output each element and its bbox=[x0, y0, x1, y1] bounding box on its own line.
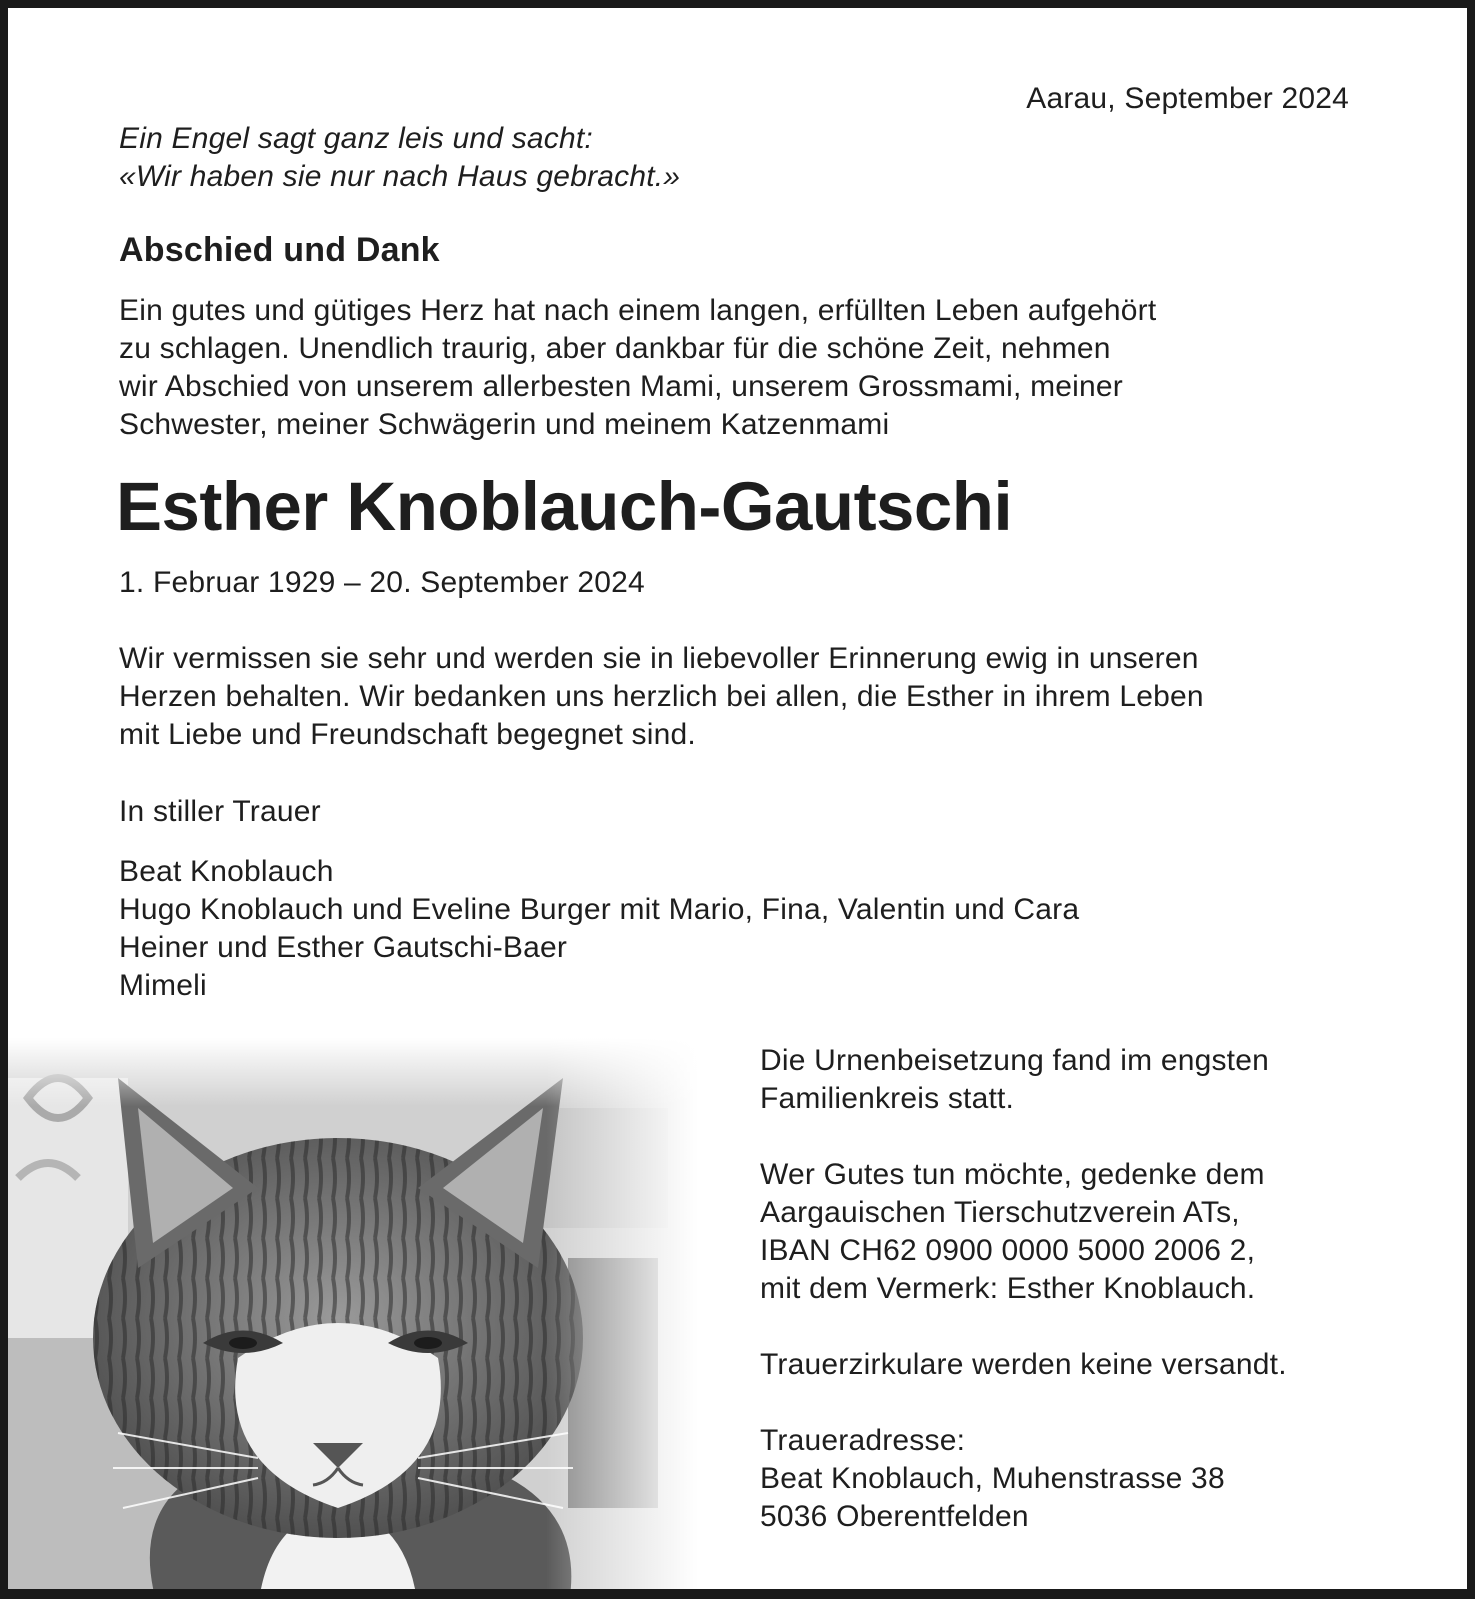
donation-note-line: Aargauischen Tierschutzverein ATs, bbox=[760, 1196, 1240, 1229]
donation-iban: IBAN CH62 0900 0000 5000 2006 2, bbox=[760, 1234, 1256, 1267]
intro-line: zu schlagen. Unendlich traurig, aber dankbar für die schöne Zeit, nehmen bbox=[119, 332, 1111, 365]
burial-note-line: Die Urnenbeisetzung fand im engsten bbox=[760, 1044, 1269, 1077]
spacer bbox=[760, 1118, 1287, 1156]
motto-line: Ein Engel sagt ganz leis und sacht: bbox=[119, 122, 593, 155]
circulars-note: Trauerzirkulare werden keine versandt. bbox=[760, 1348, 1287, 1381]
mourning-label: In stiller Trauer bbox=[119, 795, 321, 828]
intro-paragraph bbox=[119, 292, 1156, 444]
mourner: Mimeli bbox=[119, 969, 207, 1002]
deceased-name: Esther Knoblauch-Gautschi bbox=[116, 468, 1013, 545]
intro-line: Schwester, meiner Schwägerin und meinem Katzenmami bbox=[119, 408, 890, 441]
donation-note-line: Wer Gutes tun möchte, gedenke dem bbox=[760, 1158, 1265, 1191]
address-line: Beat Knoblauch, Muhenstrasse 38 bbox=[760, 1462, 1225, 1495]
cat-photo-icon bbox=[8, 1038, 698, 1599]
remembrance-paragraph bbox=[119, 640, 1204, 754]
remembrance-line: Herzen behalten. Wir bedanken uns herzlich bei allen, die Esther in ihrem Leben bbox=[119, 680, 1204, 713]
life-dates: 1. Februar 1929 – 20. September 2024 bbox=[119, 566, 645, 599]
cat-photo bbox=[8, 1038, 698, 1599]
spacer bbox=[760, 1384, 1287, 1422]
remembrance-line: Wir vermissen sie sehr und werden sie in liebevoller Erinnerung ewig in unseren bbox=[119, 642, 1199, 675]
motto-line: «Wir haben sie nur nach Haus gebracht.» bbox=[119, 160, 681, 193]
notes-column bbox=[760, 1042, 1287, 1536]
mourners-list bbox=[119, 853, 1079, 1005]
spacer bbox=[760, 1308, 1287, 1346]
mourner: Heiner und Esther Gautschi-Baer bbox=[119, 931, 568, 964]
mourner: Beat Knoblauch bbox=[119, 855, 334, 888]
donation-note-line: mit dem Vermerk: Esther Knoblauch. bbox=[760, 1272, 1256, 1305]
burial-note-line: Familienkreis statt. bbox=[760, 1082, 1015, 1115]
notice-heading: Abschied und Dank bbox=[119, 231, 440, 269]
mourner: Hugo Knoblauch und Eveline Burger mit Mario, Fina, Valentin und Cara bbox=[119, 893, 1080, 926]
motto-poem bbox=[119, 120, 680, 196]
remembrance-line: mit Liebe und Freundschaft begegnet sind. bbox=[119, 718, 696, 751]
address-label: Traueradresse: bbox=[760, 1424, 966, 1457]
place-date: Aarau, September 2024 bbox=[1026, 82, 1349, 115]
address-line: 5036 Oberentfelden bbox=[760, 1500, 1029, 1533]
intro-line: wir Abschied von unserem allerbesten Mami, unserem Grossmami, meiner bbox=[119, 370, 1123, 403]
intro-line: Ein gutes und gütiges Herz hat nach einem langen, erfüllten Leben aufgehört bbox=[119, 294, 1157, 327]
